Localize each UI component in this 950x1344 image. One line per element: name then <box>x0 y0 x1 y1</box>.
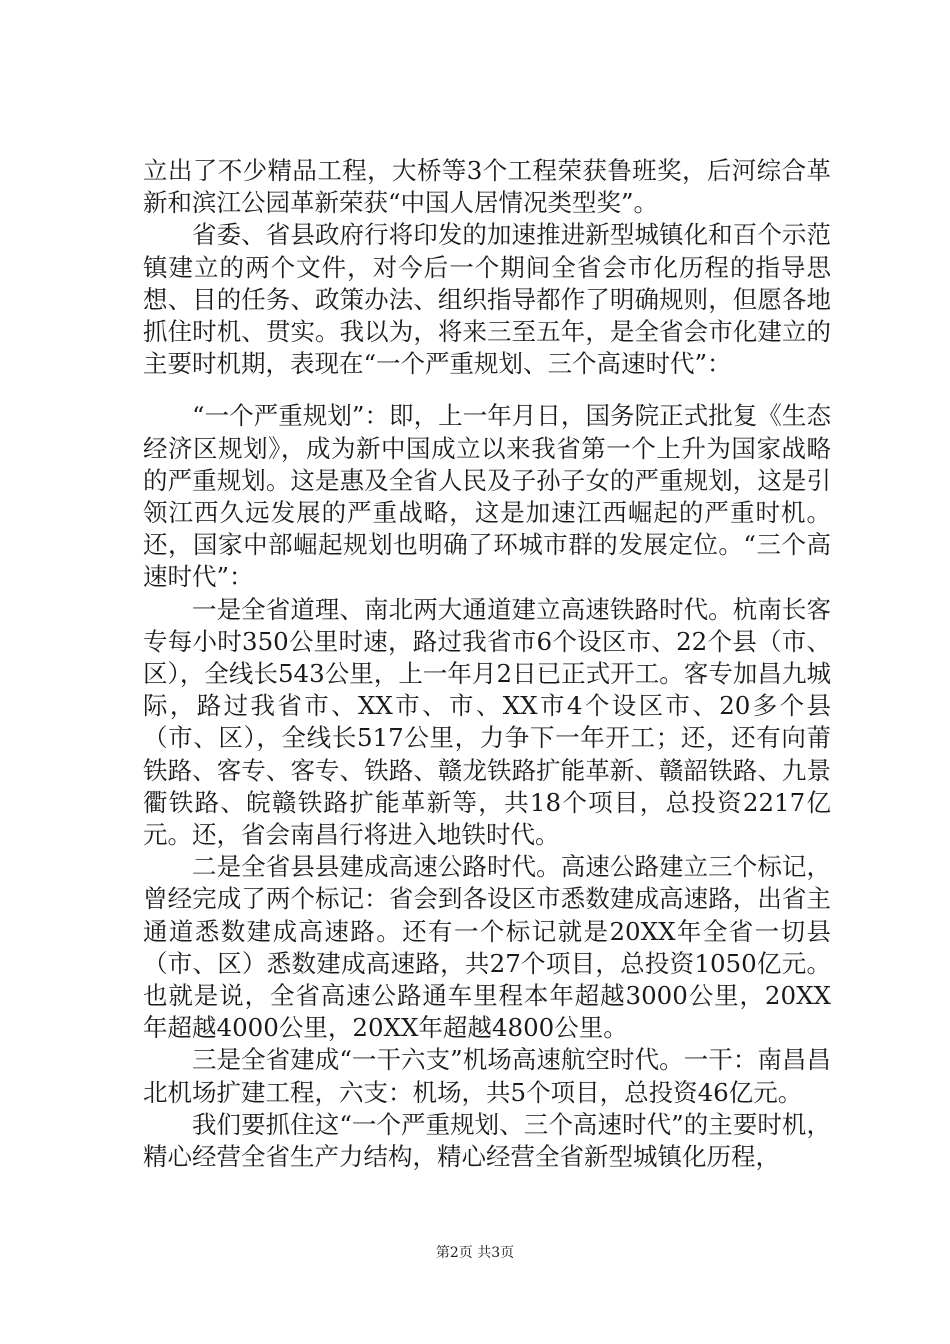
paragraph-1: 立出了不少精品工程，大桥等3个工程荣获鲁班奖，后河综合革新和滨江公园革新荣获“中国人居情况类型奖”。 <box>143 156 831 218</box>
paragraph-2: 省委、省县政府行将印发的加速推进新型城镇化和百个示范镇建立的两个文件，对今后一个期间全省会市化历程的指导思想、目的任务、政策办法、组织指导都作了明确规则，但愿各地抓住时机、贯实。我以为，将来三至五年，是全省会市化建立的主要时机期，表现在“一个严重规划、三个高速时代”： <box>143 220 831 379</box>
paragraph-6: 三是全省建成“一干六支”机场高速航空时代。一干：南昌昌北机场扩建工程，六支：机场，共5个项目，总投资46亿元。 <box>143 1045 831 1107</box>
page-footer: 第2页 共3页 <box>435 1245 515 1261</box>
paragraph-gap <box>143 380 831 400</box>
paragraph-4: 一是全省道理、南北两大通道建立高速铁路时代。杭南长客专每小时350公里时速，路过我省市6个设区市、22个县（市、区），全线长543公里，上一年月2日已正式开工。客专加昌九城际，路过我省市、XX市、市、XX市4个设区市、20多个县（市、区），全线长517公里，力争下一年开工；还，还有向莆铁路、客专、客专、铁路、赣龙铁路扩能革新、赣韶铁路、九景衢铁路、皖赣铁路扩能革新等，共18个项目，总投资2217亿元。还，省会南昌行将进入地铁时代。 <box>143 594 831 850</box>
paragraph-5: 二是全省县县建成高速公路时代。高速公路建立三个标记，曾经完成了两个标记：省会到各设区市悉数建成高速路，出省主通道悉数建成高速路。还有一个标记就是20XX年全省一切县（市、区）悉数建成高速路，共27个项目，总投资1050亿元。也就是说，全省高速公路通车里程本年超越3000公里，20XX年超越4000公里，20XX年超越4800公里。 <box>143 852 831 1043</box>
document-body <box>143 155 831 1173</box>
paragraph-3: “一个严重规划”：即，上一年月日，国务院正式批复《生态经济区规划》，成为新中国成立以来我省第一个上升为国家战略的严重规划。这是惠及全省人民及子孙子女的严重规划，这是引领江西久远发展的严重战略，这是加速江西崛起的严重时机。还，国家中部崛起规划也明确了环城市群的发展定位。“三个高速时代”： <box>143 401 831 592</box>
paragraph-7: 我们要抓住这“一个严重规划、三个高速时代”的主要时机，精心经营全省生产力结构，精心经营全省新型城镇化历程， <box>143 1109 831 1172</box>
